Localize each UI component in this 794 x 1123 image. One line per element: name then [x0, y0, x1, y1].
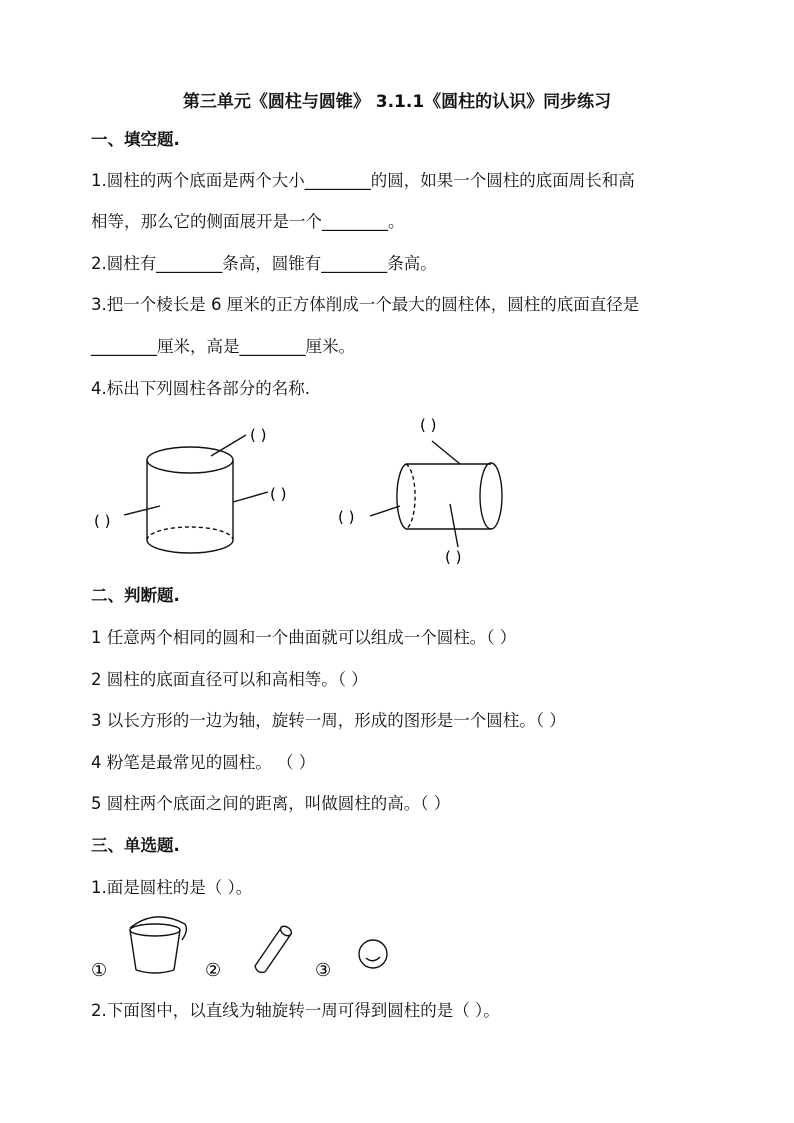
section-single-choice-heading: 三、单选题.: [91, 836, 180, 855]
option-1-marker: ①: [91, 960, 108, 981]
section-true-false-heading: 二、判断题.: [91, 586, 180, 605]
choice-question-2: 2.下面图中，以直线为轴旋转一周可得到圆柱的是（ ）。: [91, 1001, 500, 1020]
question-3-line-2: ________厘米，高是________厘米。: [91, 337, 355, 356]
label-blank-horizontal-top: ( ): [420, 416, 437, 434]
label-blank-side-face: ( ): [270, 485, 287, 503]
question-1-line-1: 1.圆柱的两个底面是两个大小________的圆，如果一个圆柱的底面周长和高: [91, 171, 635, 190]
judge-item-5: 5 圆柱两个底面之间的距离，叫做圆柱的高。（ ）: [91, 794, 451, 813]
judge-item-1: 1 任意两个相同的圆和一个曲面就可以组成一个圆柱。（ ）: [91, 628, 517, 647]
upright-cylinder: [124, 435, 268, 553]
chalk-icon: [255, 924, 293, 972]
question-4: 4.标出下列圆柱各部分的名称.: [91, 379, 310, 398]
judge-item-2: 2 圆柱的底面直径可以和高相等。（ ）: [91, 670, 368, 689]
judge-item-3: 3 以长方形的一边为轴，旋转一周，形成的图形是一个圆柱。（ ）: [91, 711, 566, 730]
label-blank-horizontal-bottom: ( ): [445, 548, 462, 566]
label-blank-height: ( ): [94, 512, 111, 530]
question-1-line-2: 相等，那么它的侧面展开是一个________。: [91, 212, 405, 231]
option-2-marker: ②: [205, 960, 222, 981]
section-fill-in-heading: 一、填空题.: [91, 130, 180, 149]
choice-options-row: [85, 910, 405, 990]
horizontal-cylinder: [370, 441, 502, 547]
ball-icon: [359, 940, 387, 968]
label-blank-top-face: ( ): [250, 426, 267, 444]
question-3-line-1: 3.把一个棱长是 6 厘米的正方体削成一个最大的圆柱体，圆柱的底面直径是: [91, 295, 640, 314]
judge-item-4: 4 粉笔是最常见的圆柱。 （ ）: [91, 753, 316, 772]
choice-question-1: 1.面是圆柱的是（ ）。: [91, 878, 253, 897]
option-3-marker: ③: [315, 960, 332, 981]
page-title: 第三单元《圆柱与圆锥》 3.1.1《圆柱的认识》同步练习: [182, 92, 612, 112]
cylinder-diagram: [80, 410, 520, 580]
label-blank-horizontal-left: ( ): [338, 508, 355, 526]
question-2: 2.圆柱有________条高，圆锥有________条高。: [91, 254, 437, 273]
bucket-icon: [130, 917, 186, 973]
